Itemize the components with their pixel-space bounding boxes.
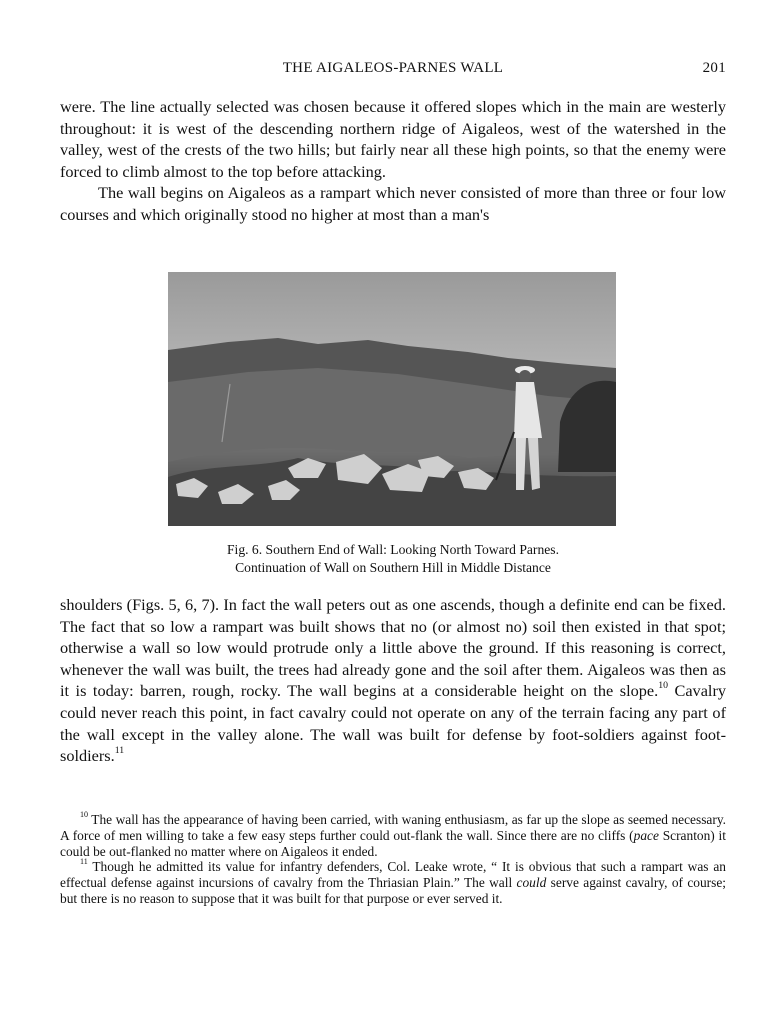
body-text-bottom (60, 594, 726, 767)
footnote-reference: 10 (658, 680, 668, 691)
footnotes (60, 809, 726, 907)
footnote-reference: 11 (114, 744, 125, 756)
footnote-number: 11 (80, 857, 88, 867)
footnote (60, 859, 726, 906)
footnote-italic: could (516, 875, 547, 891)
footnote-text: The wall has the appearance of having been carried, with waning enthusiasm, as far up the slope as seemed necessary. A force of men willing to take a few easy steps further could out-flank the wall. Since there are no cliffs ( (60, 812, 726, 843)
figure-photo (168, 272, 616, 526)
caption-line: Fig. 6. Southern End of Wall: Looking North Toward Parnes. (227, 542, 559, 557)
footnote-text: serve against cavalry, of course; but there is no reason to suppose that it was built for that purpose or ever served it. (60, 875, 726, 906)
running-header (60, 60, 726, 82)
body-text-segment: Cavalry could never reach this point, in fact cavalry could not operate on any of the terrain facing any part of the wall except in the valley alone. The wall was built for defense by foot-soldiers against foot-soldiers. (60, 681, 727, 766)
footnote-italic: pace (633, 827, 659, 843)
body-paragraph: The wall begins on Aigaleos as a rampart which never consisted of more than three or four low courses and which originally stood no higher at most than a man's (60, 183, 726, 224)
page-number: 201 (702, 60, 726, 76)
footnote-number: 10 (80, 809, 89, 819)
caption-line: Continuation of Wall on Southern Hill in Middle Distance (235, 560, 551, 575)
body-text-segment: shoulders (Figs. 5, 6, 7). In fact the wall peters out as one ascends, though a definite end can be fixed. The fact that so low a rampart was built shows that no (or almost no) soil then existed in that spot; otherwise a wall so low would protrude only a little above the ground. If this reasoning is correct, whenever the wall was built, the trees had already gone and the soil after them. Aigaleos was then as it is today: barren, rough, rocky. The wall begins at a considerable height on the slope. (60, 595, 726, 701)
footnote (60, 809, 726, 859)
footnote-text: Though he admitted its value for infantry defenders, Col. Leake wrote, “ It is obvious that such a rampart was an effectual defense against incursions of cavalry from the Thriasian Plain.” The wall (60, 859, 726, 891)
body-paragraph (60, 594, 726, 767)
landscape-photo (168, 272, 616, 526)
footnote-text: Scranton) it could be out-flanked no matter where on Aigaleos it ended. (60, 827, 726, 859)
running-title: THE AIGALEOS-PARNES WALL (282, 60, 504, 76)
figure-caption (60, 541, 726, 577)
body-paragraph: were. The line actually selected was chosen because it offered slopes which in the main are westerly throughout: it is west of the descending northern ridge of Aigaleos, west of the watershed in the valley, west of the crests of the two hills; but fairly near all these high points, so that the enemy were forced to climb almost to the top before attacking. (60, 97, 726, 181)
body-text-top (60, 96, 726, 226)
